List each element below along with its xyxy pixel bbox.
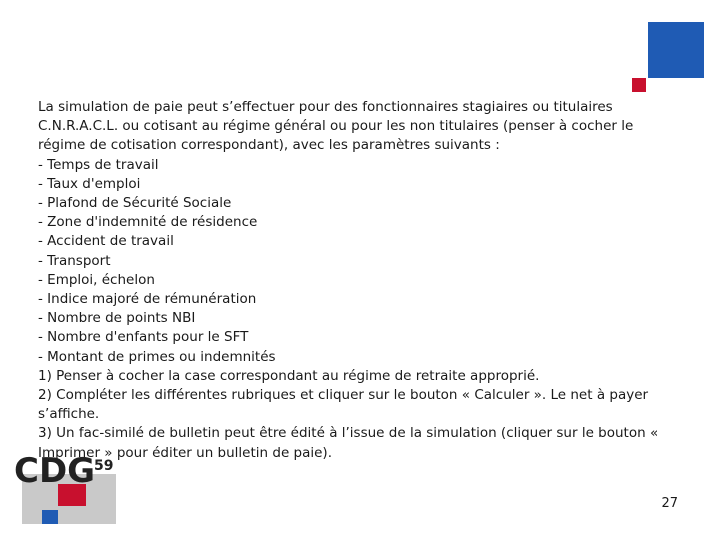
page-number: 27 (661, 496, 678, 511)
logo-text: CDG (14, 454, 96, 491)
slide-body (38, 98, 678, 463)
parameter-item-taux: - Taux d'emploi (38, 175, 141, 192)
parameter-item-indice: - Indice majoré de rémunération (38, 291, 257, 308)
parameter-item-nbi: - Nombre de points NBI (38, 310, 196, 327)
step-3: 3) Un fac-similé de bulletin peut être édité à l’issue de la simulation (cliquer sur le bouton « Imprimer » pour éditer un bulletin de paie). (38, 425, 659, 461)
parameter-item-plafond: - Plafond de Sécurité Sociale (38, 195, 232, 212)
step-2: 2) Compléter les différentes rubriques et cliquer sur le bouton « Calculer ». Le net à payer s’affiche. (38, 387, 649, 423)
intro-paragraph: La simulation de paie peut s’effectuer pour des fonctionnaires stagiaires ou titulaires C.N.R.A.C.L. ou cotisant au régime général ou pour les non titulaires (penser à cocher le régime de cotisation correspondant), avec les paramètres suivants : (38, 99, 634, 154)
step-1: 1) Penser à cocher la case correspondant au régime de retraite approprié. (38, 367, 540, 384)
decorative-blue-square (648, 22, 704, 78)
parameter-item-temps: - Temps de travail (38, 156, 159, 173)
logo-superscript: 59 (94, 458, 114, 474)
parameter-item-emploi: - Emploi, échelon (38, 271, 155, 288)
parameter-item-transport: - Transport (38, 252, 111, 269)
cdg-logo (14, 454, 118, 526)
logo-blue-block (42, 510, 58, 524)
parameter-item-zone: - Zone d'indemnité de résidence (38, 214, 258, 231)
parameter-item-accident: - Accident de travail (38, 233, 174, 250)
parameter-item-primes: - Montant de primes ou indemnités (38, 348, 276, 365)
parameter-item-sft: - Nombre d'enfants pour le SFT (38, 329, 249, 346)
decorative-red-square (632, 78, 646, 92)
